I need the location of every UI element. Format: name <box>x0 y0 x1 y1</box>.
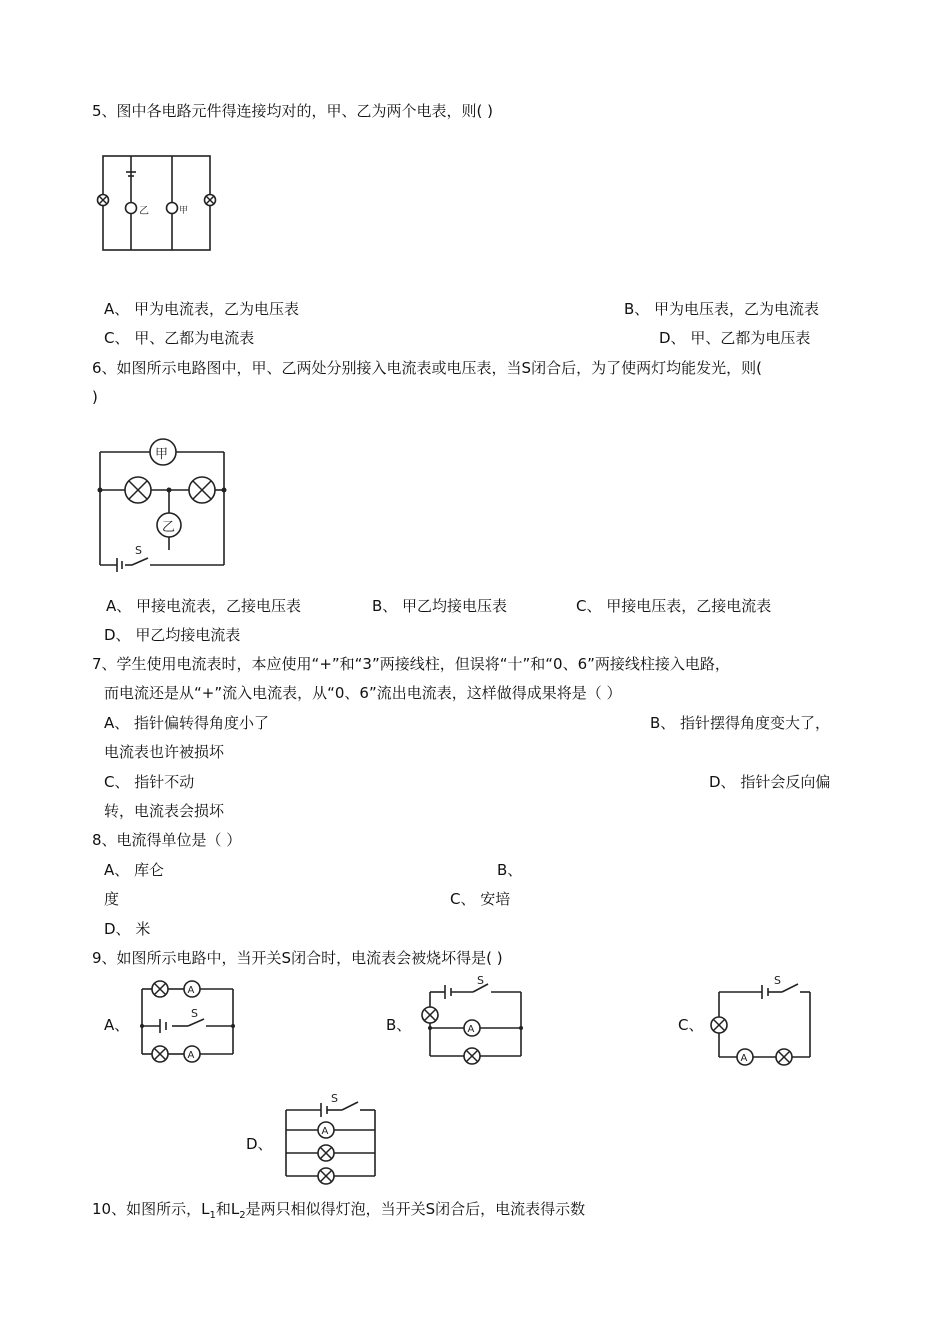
q6-option-d: D、 甲乙均接电流表 <box>104 626 241 644</box>
q10-stem-part1: 10、如图所示，L <box>92 1200 210 1218</box>
q9b-switch-label: S <box>477 974 484 987</box>
q10-stem-part4: 只相似得灯泡，当开关S闭合后，电流表得示数 <box>275 1200 586 1218</box>
q8-option-b: B、 <box>497 861 523 879</box>
q9-circuit-a <box>130 975 240 1069</box>
q8-option-a: A、 库仑 <box>104 861 165 879</box>
q5-option-a: A、 甲为电流表，乙为电压表 <box>104 300 300 318</box>
q10-sub-1: 1 <box>209 1210 216 1221</box>
q5-option-b: B、 甲为电压表，乙为电流表 <box>624 300 820 318</box>
q7-option-b-cont: 电流表也许被损坏 <box>104 743 225 761</box>
q7-option-c: C、 指针不动 <box>104 773 195 791</box>
q9-option-c-label: C、 <box>678 1016 704 1034</box>
q5-option-c: C、 甲、乙都为电流表 <box>104 329 255 347</box>
q7-option-d: D、 指针会反向偏 <box>709 773 831 791</box>
q6-option-b: B、 甲乙均接电压表 <box>372 597 508 615</box>
q8-option-d: D、 米 <box>104 920 151 938</box>
q9-option-b-label: B、 <box>386 1016 412 1034</box>
q8-option-c: C、 安培 <box>450 890 511 908</box>
q5-label-yi: 乙 <box>139 206 149 217</box>
q8-stem: 8、电流得单位是（ ） <box>92 831 242 849</box>
q9d-meter: A <box>321 1126 329 1137</box>
q7-stem-line1: 7、学生使用电流表时，本应使用“+”和“3”两接线柱，但误将“十”和“0、6”两接线柱接入电路， <box>92 655 730 673</box>
q10-sub-2: 2 <box>239 1210 246 1221</box>
q9b-meter: A <box>467 1024 475 1035</box>
q9-circuit-b <box>418 972 533 1066</box>
q5-option-d: D、 甲、乙都为电压表 <box>659 329 811 347</box>
q9-option-a-label: A、 <box>104 1016 130 1034</box>
q9c-switch-label: S <box>774 974 781 987</box>
q6-label-yi: 乙 <box>162 520 176 535</box>
q9a-meter-top: A <box>187 985 195 996</box>
q9c-meter: A <box>740 1053 748 1064</box>
q9a-meter-bottom: A <box>187 1050 195 1061</box>
q7-option-a: A、 指针偏转得角度小了 <box>104 714 270 732</box>
q7-option-d-cont: 转，电流表会损坏 <box>104 802 225 820</box>
q7-stem-line2: 而电流还是从“+”流入电流表，从“0、6”流出电流表，这样做得成果将是（ ） <box>104 684 622 702</box>
q5-label-jia: 甲 <box>179 206 189 216</box>
q9-circuit-c <box>710 972 820 1071</box>
q6-option-a: A、 甲接电流表，乙接电压表 <box>106 597 302 615</box>
q9-circuit-d <box>276 1090 386 1189</box>
q9a-switch-label: S <box>191 1007 198 1020</box>
q10-stem-part2: 和L <box>215 1200 240 1218</box>
q10-stem-part3: 是两 <box>245 1200 276 1218</box>
q6-stem-line1: 6、如图所示电路图中，甲、乙两处分别接入电流表或电压表，当S闭合后，为了使两灯均能发光，则( <box>92 359 762 377</box>
q5-circuit-diagram <box>92 150 222 259</box>
q9-stem: 9、如图所示电路中，当开关S闭合时，电流表会被烧坏得是( ) <box>92 949 503 967</box>
q9d-switch-label: S <box>331 1092 338 1105</box>
q6-label-s: S <box>135 544 142 557</box>
q6-label-jia: 甲 <box>155 447 169 462</box>
q6-circuit-diagram <box>92 430 237 579</box>
q10-stem <box>92 1199 585 1226</box>
q6-stem-line2: ) <box>92 388 98 406</box>
q9-option-d-label: D、 <box>246 1135 273 1153</box>
q6-option-c: C、 甲接电压表，乙接电流表 <box>576 597 772 615</box>
q8-option-b-cont: 度 <box>104 890 120 908</box>
q5-stem: 5、图中各电路元件得连接均对的，甲、乙为两个电表，则( ) <box>92 102 494 120</box>
q7-option-b: B、 指针摆得角度变大了， <box>650 714 831 732</box>
